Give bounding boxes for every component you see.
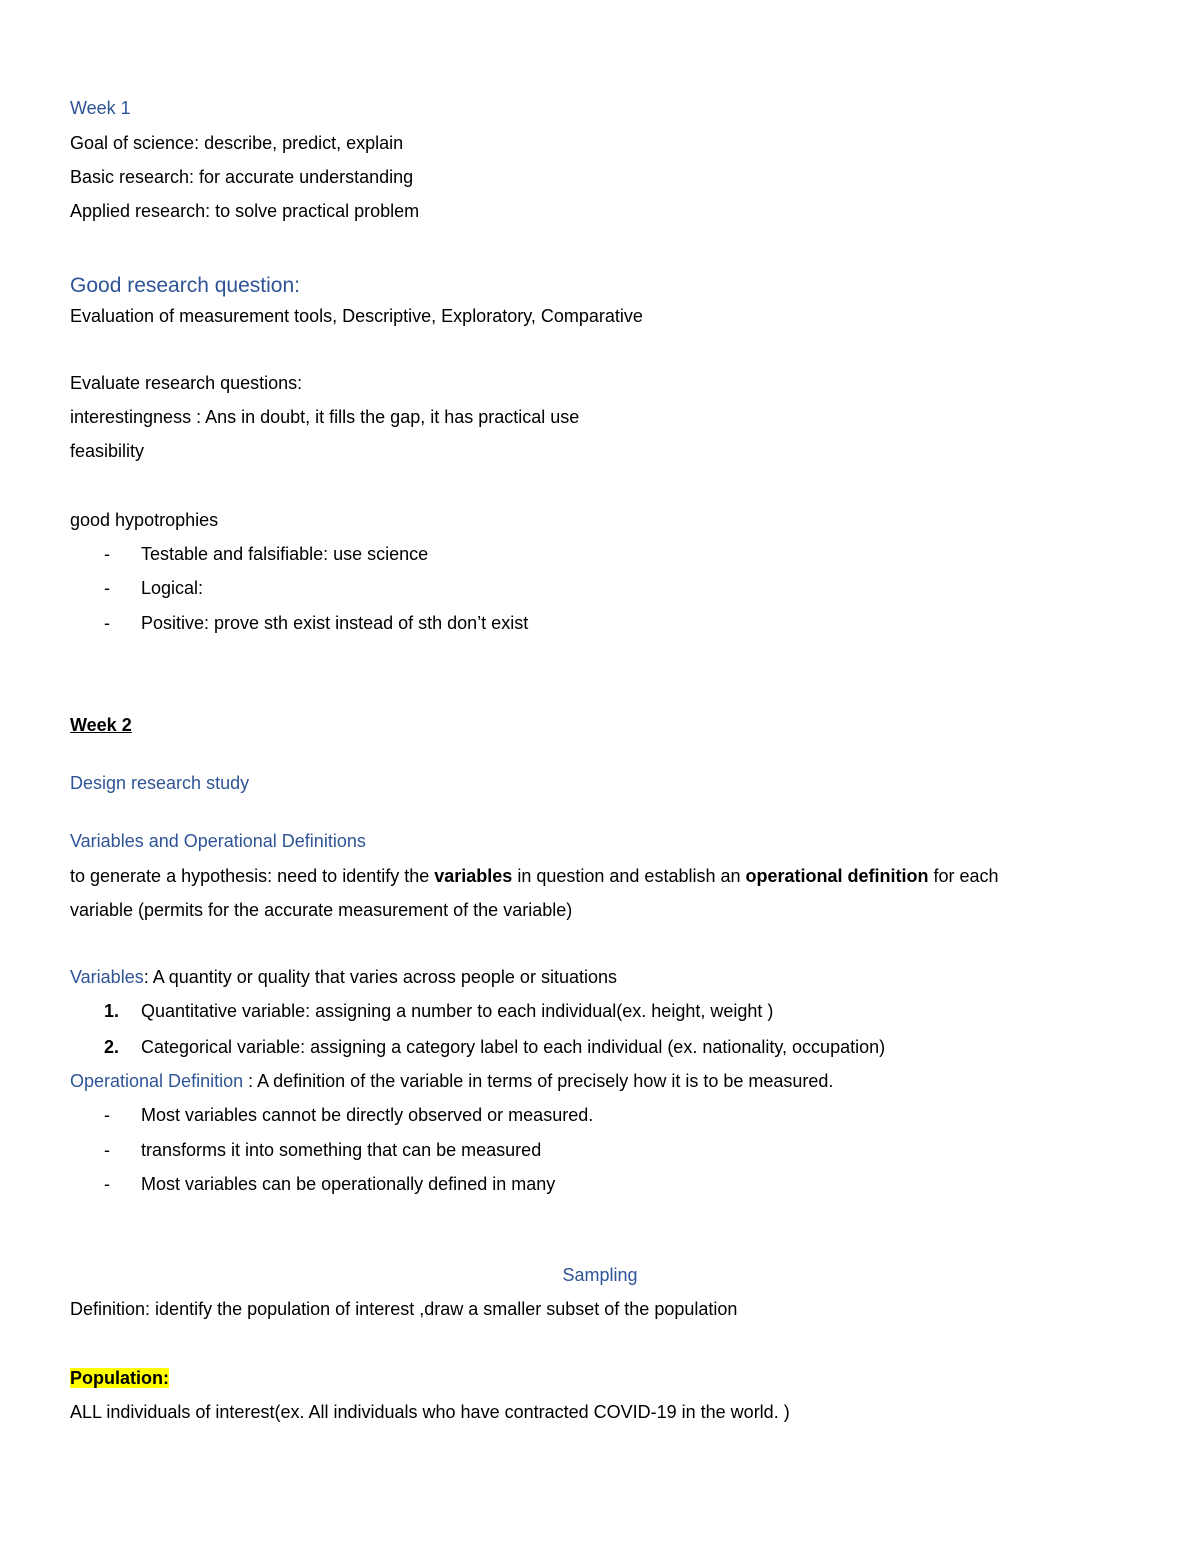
list-bullet: - [104,578,110,598]
list-bullet: - [104,1140,110,1160]
week1-title: Week 1 [70,98,131,118]
vod-heading: Variables and Operational Definitions [70,831,366,851]
population-heading [70,1366,169,1390]
interestingness-line: interestingness : Ans in doubt, it fills the gap, it has practical use [70,407,580,427]
vod-text: for each [928,866,999,886]
list-item: Testable and falsifiable: use science [141,544,429,564]
vod-bold-variables: variables [434,866,513,886]
design-heading: Design research study [70,773,250,793]
week1-line-basic: Basic research: for accurate understanding [70,167,414,187]
population-label: Population: [70,1368,169,1388]
week2-title: Week 2 [70,715,132,735]
list-number: 2. [104,1037,120,1057]
sampling-heading: Sampling [562,1265,638,1285]
list-item: Logical: [141,578,204,598]
list-bullet: - [104,613,110,633]
list-item: Categorical variable: assigning a category label to each individual (ex. nationality, occupation) [141,1037,886,1057]
list-item: Most variables cannot be directly observed or measured. [141,1105,594,1125]
opdef-line [70,1069,833,1093]
vod-line-1 [70,864,999,888]
hypotheses-heading: good hypotrophies [70,510,219,530]
variables-def: : A quantity or quality that varies across people or situations [143,967,617,987]
vod-bold-opdef: operational definition [745,866,929,886]
list-item: Positive: prove sth exist instead of sth don’t exist [141,613,529,633]
week1-line-goal: Goal of science: describe, predict, explain [70,133,404,153]
variables-def-line [70,965,617,989]
list-bullet: - [104,544,110,564]
variables-label: Variables [70,967,144,987]
list-number: 1. [104,1001,120,1021]
week1-line-applied: Applied research: to solve practical problem [70,201,420,221]
vod-text: to generate a hypothesis: need to identify the [70,866,435,886]
list-bullet: - [104,1174,110,1194]
list-item: Quantitative variable: assigning a number to each individual(ex. height, weight ) [141,1001,774,1021]
good-rq-heading: Good research question: [70,274,300,297]
list-item: transforms it into something that can be measured [141,1140,542,1160]
sampling-def: Definition: identify the population of interest ,draw a smaller subset of the population [70,1299,738,1319]
good-rq-types: Evaluation of measurement tools, Descriptive, Exploratory, Comparative [70,306,643,326]
population-def: ALL individuals of interest(ex. All individuals who have contracted COVID-19 in the world. ) [70,1402,790,1422]
feasibility-line: feasibility [70,441,145,461]
opdef-def: : A definition of the variable in terms of precisely how it is to be measured. [243,1071,834,1091]
vod-line-2: variable (permits for the accurate measurement of the variable) [70,900,573,920]
opdef-label: Operational Definition [70,1071,244,1091]
vod-text: in question and establish an [512,866,746,886]
list-bullet: - [104,1105,110,1125]
evaluate-heading: Evaluate research questions: [70,373,303,393]
list-item: Most variables can be operationally defined in many [141,1174,556,1194]
